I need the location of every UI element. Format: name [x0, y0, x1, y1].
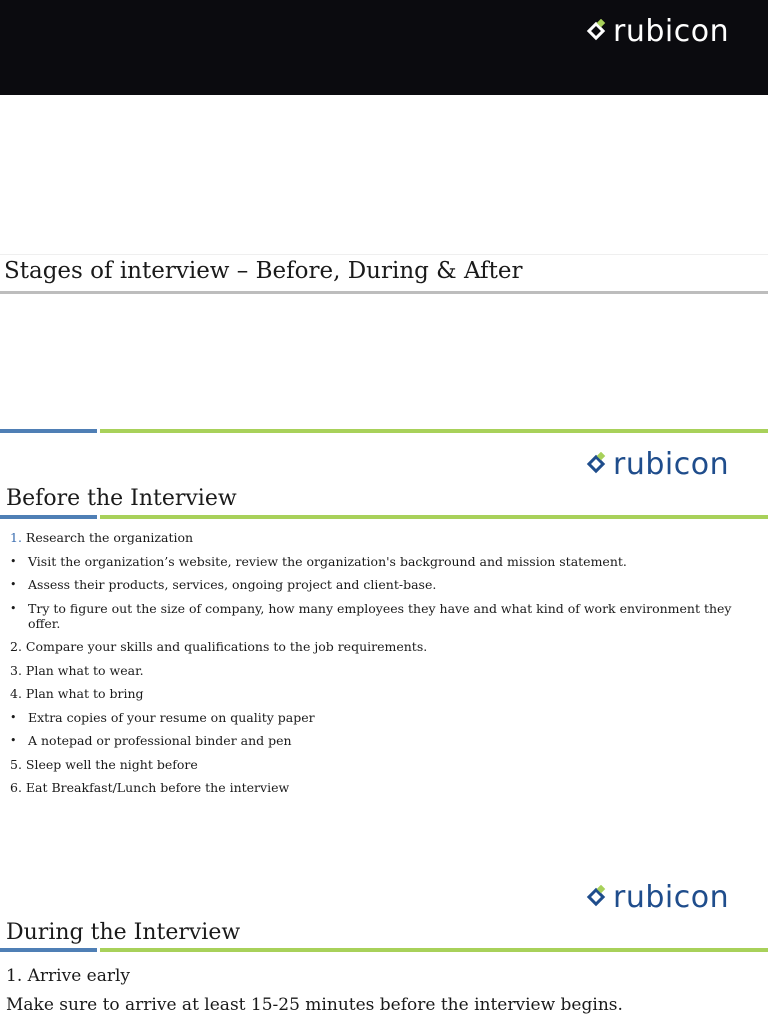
- slide1-header-bar: [0, 0, 768, 95]
- slide1-title-underline: [0, 291, 768, 294]
- during-paragraph: Make sure to arrive at least 15-25 minutes before the interview begins.: [6, 995, 623, 1015]
- rubicon-wordmark: rubicon: [613, 14, 730, 49]
- during-heading: 1. Arrive early: [6, 966, 131, 986]
- list-item: 3. Plan what to wear.: [10, 662, 144, 678]
- rubicon-diamond-icon: [583, 885, 609, 911]
- slide2-title-underline-blue: [0, 515, 97, 519]
- list-item: 4. Plan what to bring: [10, 686, 144, 701]
- rubicon-logo: [583, 880, 730, 915]
- list-item: • A notepad or professional binder and pen: [10, 733, 760, 748]
- rubicon-wordmark: rubicon: [613, 880, 730, 915]
- list-item: 6. Eat Breakfast/Lunch before the interview: [10, 780, 290, 795]
- list-item: • Extra copies of your resume on quality paper: [10, 710, 760, 725]
- before-interview-list: [10, 530, 760, 804]
- slide2-title-underline-green: [100, 515, 768, 519]
- slide3-title-underline-blue: [0, 948, 97, 952]
- slide2-accent-green: [100, 429, 768, 433]
- slide1-title-topline: [0, 254, 768, 255]
- rubicon-wordmark: rubicon: [613, 447, 730, 482]
- slide3-title-underline-green: [100, 948, 768, 952]
- slide2-accent-blue: [0, 429, 97, 433]
- rubicon-logo: [583, 14, 730, 49]
- rubicon-logo: [583, 447, 730, 482]
- rubicon-diamond-icon: [583, 19, 609, 45]
- list-item: 2. Compare your skills and qualifications to the job requirements.: [10, 639, 428, 654]
- list-item: • Assess their products, services, ongoing project and client-base.: [10, 577, 760, 592]
- slide2-title: Before the Interview: [6, 486, 237, 511]
- rubicon-diamond-icon: [583, 452, 609, 478]
- slide1-title: Stages of interview – Before, During & After: [4, 258, 523, 284]
- list-item: 5. Sleep well the night before: [10, 756, 198, 772]
- list-item: • Try to figure out the size of company, how many employees they have and what kind of work environment they offer.: [10, 601, 760, 631]
- list-item: 1. Research the organization: [10, 530, 194, 545]
- slide3-title: During the Interview: [6, 920, 241, 945]
- list-item: • Visit the organization’s website, review the organization's background and mission statement.: [10, 554, 760, 569]
